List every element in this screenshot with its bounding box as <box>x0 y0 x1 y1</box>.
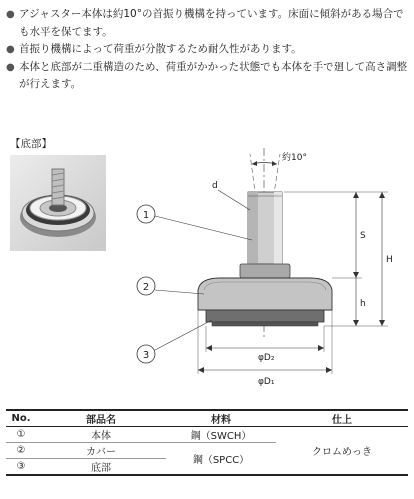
stud-shade <box>248 192 258 264</box>
feature-list <box>6 6 410 94</box>
header-finish: 仕上 <box>276 410 408 427</box>
feature-item <box>6 59 410 94</box>
header-material: 材料 <box>166 410 276 427</box>
row-material: 鋼（SPCC） <box>166 443 276 476</box>
row-part-name: 底部 <box>36 459 166 476</box>
feature-item <box>6 6 410 41</box>
base-pad <box>206 310 324 322</box>
row-part-name: カバー <box>36 443 166 459</box>
table-header-row <box>6 410 408 427</box>
row-no: ① <box>6 427 36 443</box>
bullet-dot-icon: ● <box>6 61 15 73</box>
row-no: ② <box>6 443 36 459</box>
adjuster-drawing <box>116 140 406 405</box>
table-row <box>6 427 408 443</box>
feature-item <box>6 41 410 59</box>
bottom-part-photo-image <box>10 155 106 251</box>
cover-body <box>198 278 332 310</box>
h-upper-label: H <box>386 255 393 265</box>
angle-label: 約10° <box>282 153 307 163</box>
pivot-neck <box>240 264 290 278</box>
feature-text: 本体と底部が二重構造のため、荷重がかかった状態でも本体を手で廻して高さ調整が行えます。 <box>19 60 408 90</box>
bottom-photo-label: 【底部】 <box>10 138 52 150</box>
bullet-dot-icon: ● <box>6 9 15 20</box>
header-part-name: 部品名 <box>36 410 166 427</box>
bullet-dot-icon: ● <box>6 44 15 55</box>
feature-text: アジャスター本体は約10°の首振り機構を持っています。床面に傾斜がある場合でも水平を保てます。 <box>19 8 404 38</box>
header-no: No. <box>6 410 36 427</box>
stud-highlight <box>274 192 282 264</box>
h-lower-label: h <box>360 299 366 309</box>
s-label: S <box>360 231 366 241</box>
d1-label: φD₁ <box>258 377 275 387</box>
bottom-part-photo <box>10 155 106 251</box>
callout-2: 2 <box>142 282 150 293</box>
row-finish: クロムめっき <box>276 427 408 476</box>
d2-label: φD₂ <box>258 353 275 363</box>
callout-1: 1 <box>142 210 150 221</box>
row-material: 鋼（SWCH） <box>166 427 276 443</box>
feature-text: 首振り機構によって荷重が分散するため耐久性があります。 <box>19 43 302 55</box>
callout-3: 3 <box>142 350 150 361</box>
parts-table <box>6 409 408 476</box>
row-no: ③ <box>6 459 36 476</box>
d-leader <box>218 190 250 210</box>
row-part-name: 本体 <box>36 427 166 443</box>
d-label: d <box>212 181 218 191</box>
